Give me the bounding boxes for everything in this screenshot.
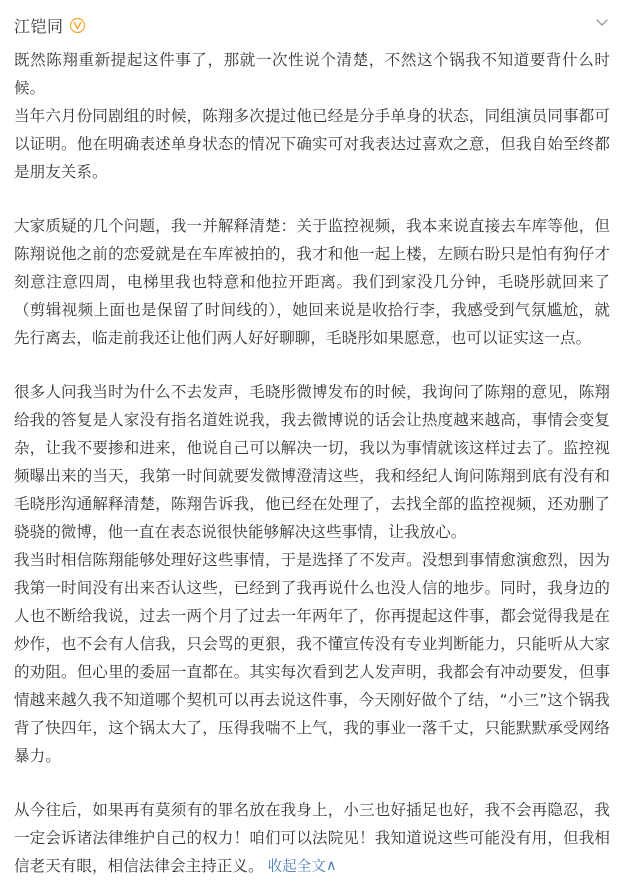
post-paragraph: 当年六月份同剧组的时候，陈翔多次提过他已经是分手单身的状态，同组演员同事都可以证明。他在明确表述单身状态的情况下确实可对我表达过喜欢之意，但我自始至终都是朋友关系。	[14, 107, 610, 181]
collapse-label: 收起全文	[267, 859, 327, 875]
caret-up-icon: ∧	[326, 858, 337, 874]
post-header	[14, 10, 610, 40]
paragraph-spacer	[14, 186, 610, 212]
post-paragraph-last	[14, 796, 610, 881]
paragraph-spacer	[14, 770, 610, 796]
post-body	[14, 46, 610, 881]
post-paragraph: 我当时相信陈翔能够处理好这些事情，于是选择了不发声。没想到事情愈演愈烈，因为我第一时间没有出来否认这些，已经到了我再说什么也没人信的地步。同时，我身边的人也不断给我说，过去一两个月了过去一年两年了，你再提起这件事，都会觉得我是在炒作，也不会有人信我，只会骂的更狠，我不懂宣传没有专业判断能力，只能听从大家的劝阻。但心里的委屈一直都在。其实每次看到艺人发声明，我都会有冲动要发，但事情越来越久我不知道哪个契机可以再去说这件事，今天刚好做个了结，“小三”这个锅我背了快四年，这个锅太大了，压得我喘不上气，我的事业一落千丈，只能默默承受网络暴力。	[14, 551, 610, 765]
paragraph-spacer	[14, 352, 610, 378]
post-paragraph: 既然陈翔重新提起这件事了，那就一次性说个清楚，不然这个锅我不知道要背什么时候。	[14, 51, 610, 97]
collapse-full-text-button[interactable]	[268, 852, 337, 881]
verified-v-icon	[70, 18, 85, 33]
post-paragraph-text: 从今往后，如果再有莫须有的罪名放在我身上，小三也好插足也好，我不会再隐忍，我一定会诉诸法律维护自己的权力！咱们可以法院见！我知道说这些可能没有用，但我相信老天有眼，相信法律会主持正义。	[14, 801, 610, 875]
author-name[interactable]: 江铠同	[14, 16, 64, 36]
chevron-down-icon[interactable]	[594, 14, 610, 30]
post-paragraph: 大家质疑的几个问题，我一并解释清楚：关于监控视频，我本来说直接去车库等他，但陈翔说他之前的恋爱就是在车库被拍的，我才和他一起上楼，左顾右盼只是怕有狗仔才刻意注意四周，电梯里我也特意和他拉开距离。我们到家没几分钟，毛晓彤就回来了（剪辑视频上面也是保留了时间线的），她回来说是收拾行李，我感受到气氛尴尬，就先行离去，临走前我还让他们两人好好聊聊，毛晓彤如果愿意，也可以证实这一点。	[14, 217, 610, 347]
post-paragraph: 很多人问我当时为什么不去发声，毛晓彤微博发布的时候，我询问了陈翔的意见，陈翔给我的答复是人家没有指名道姓说我，我去微博说的话会让热度越来越高，事情会变复杂，让我不要掺和进来，他说自己可以解决一切，我以为事情就该这样过去了。监控视频曝出来的当天，我第一时间就要发微博澄清这些，我和经纪人询问陈翔到底有没有和毛晓彤沟通解释清楚，陈翔告诉我，他已经在处理了，去找全部的监控视频，还劝删了骁骁的微博，他一直在表态说很快能够解决这些事情，让我放心。	[14, 383, 610, 541]
